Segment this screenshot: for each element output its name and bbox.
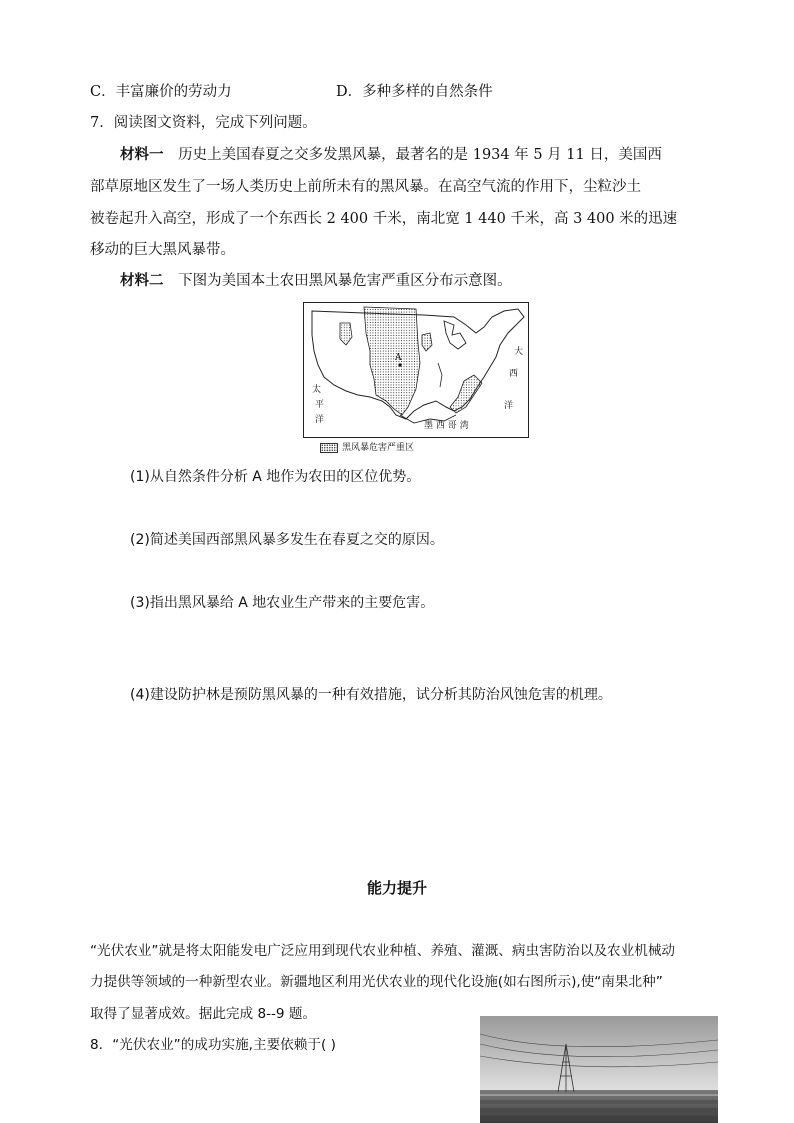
map-label-atlantic-3: 洋 xyxy=(504,401,514,411)
material2-line xyxy=(120,271,512,291)
map-label-pacific-3: 洋 xyxy=(315,415,325,425)
us-map-svg xyxy=(304,303,528,437)
map-label-pacific-1: 太 xyxy=(312,385,322,395)
map-label-atlantic-1: 大 xyxy=(514,347,524,357)
q7-sub-4: (4)建设防护林是预防黑风暴的一种有效措施，试分析其防治风蚀危害的机理。 xyxy=(130,687,612,703)
dust-zone-southeast xyxy=(450,375,482,413)
material2-label: 材料二 xyxy=(120,272,164,289)
passage-line-2: 力提供等领域的一种新型农业。新疆地区利用光伏农业的现代化设施(如右图所示),使“南果北种” xyxy=(90,974,663,990)
q7-sub-1: (1)从自然条件分析 A 地作为农田的区位优势。 xyxy=(130,469,421,485)
dust-zone-east xyxy=(422,333,432,351)
us-dust-storm-map xyxy=(303,302,529,438)
q7-sub-2: (2)简述美国西部黑风暴多发生在春夏之交的原因。 xyxy=(130,532,444,548)
solar-farm-photo xyxy=(480,1016,718,1123)
passage-line-1: “光伏农业”就是将太阳能发电广泛应用到现代农业种植、养殖、灌溉、病虫害防治以及农业机械动 xyxy=(90,943,676,959)
material1-label: 材料一 xyxy=(120,146,164,163)
map-label-atlantic-2: 西 xyxy=(509,369,519,379)
river xyxy=(438,363,442,387)
dust-zone-plains xyxy=(364,307,420,415)
option-d: D．多种多样的自然条件 xyxy=(336,84,493,100)
map-legend xyxy=(320,442,414,454)
material1-line-2: 部草原地区发生了一场人类历史上前所未有的黑风暴。在高空气流的作用下，尘粒沙土 xyxy=(90,179,641,195)
material1-text-1: 历史上美国春夏之交多发黑风暴，最著名的是 1934 年 5 月 11 日，美国西 xyxy=(178,147,662,163)
material1-line-4: 移动的巨大黑风暴带。 xyxy=(90,242,235,258)
solar-farm-illustration xyxy=(480,1016,718,1123)
passage-line-3: 取得了显著成效。据此完成 8--9 题。 xyxy=(90,1006,317,1022)
map-label-a: A xyxy=(395,353,402,363)
material2-text: 下图为美国本土农田黑风暴危害严重区分布示意图。 xyxy=(178,273,512,289)
legend-text: 黑风暴危害严重区 xyxy=(342,443,415,453)
section-title: 能力提升 xyxy=(366,879,427,897)
great-lakes xyxy=(444,321,466,349)
map-label-pacific-2: 平 xyxy=(315,400,325,410)
q7-stem: 7．阅读图文资料，完成下列问题。 xyxy=(90,115,317,131)
material1-line-3: 被卷起升入高空，形成了一个东西长 2 400 千米，南北宽 1 440 千米，高 3 400 米的迅速 xyxy=(90,211,678,227)
option-c: C．丰富廉价的劳动力 xyxy=(90,84,232,100)
dust-zone-west xyxy=(340,323,352,345)
material1-line-1 xyxy=(120,145,662,165)
map-label-gulf: 墨 西 哥 湾 xyxy=(424,421,469,431)
q7-sub-3: (3)指出黑风暴给 A 地农业生产带来的主要危害。 xyxy=(130,595,435,611)
legend-swatch xyxy=(320,443,338,453)
q8-stem: 8．“光伏农业”的成功实施,主要依赖于( ) xyxy=(90,1037,336,1053)
